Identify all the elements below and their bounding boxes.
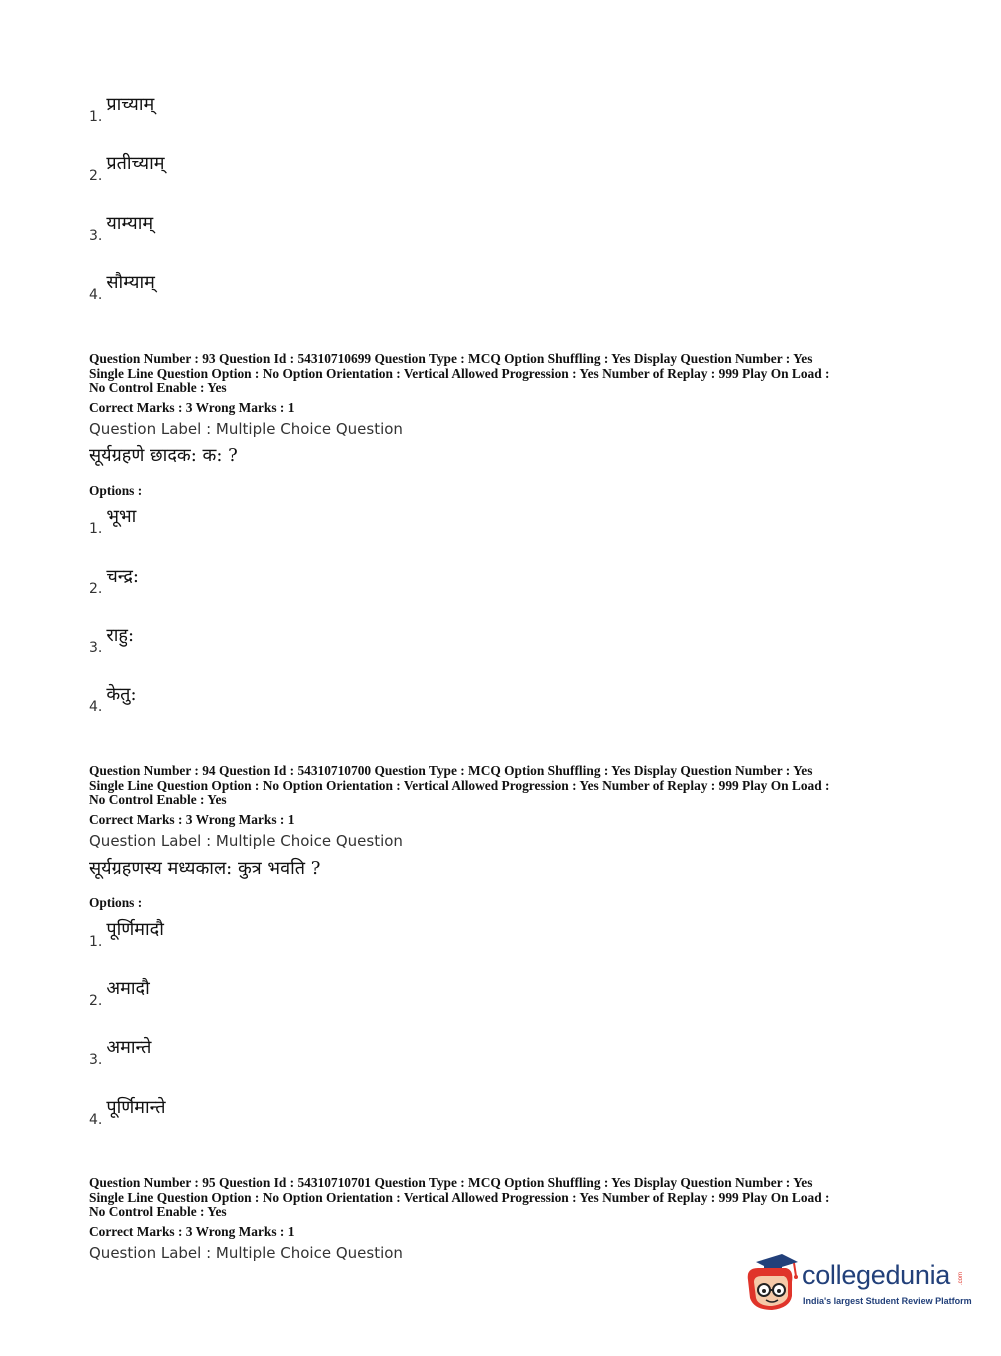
- option-text: सौम्याम्: [106, 272, 155, 293]
- option-text: अमादौ: [106, 978, 150, 999]
- meta-line: Single Line Question Option : No Option Orientation : Vertical Allowed Progression : Yes Number of Replay : 999 Play On Load :: [89, 365, 830, 381]
- option-text: याम्याम्: [106, 213, 154, 234]
- question-text: सूर्यग्रहणस्य मध्यकाल: कुत्र भवति ?: [89, 858, 321, 879]
- question-meta: [89, 1176, 919, 1220]
- meta-line: No Control Enable : Yes: [89, 792, 227, 808]
- q94-option-2: [89, 972, 150, 1008]
- options-heading: Options :: [89, 483, 143, 498]
- q93-option-2: [89, 560, 139, 596]
- option-text: भूभा: [106, 506, 137, 527]
- question-marks: Correct Marks : 3 Wrong Marks : 1: [89, 1224, 295, 1239]
- meta-line: No Control Enable : Yes: [89, 1204, 227, 1220]
- prev-option-4: [89, 266, 155, 302]
- question-label: Question Label : Multiple Choice Question: [89, 420, 403, 438]
- logo-tagline: India's largest Student Review Platform: [803, 1296, 972, 1306]
- question-text: सूर्यग्रहणे छादक: क: ?: [89, 445, 238, 466]
- option-number: 4.: [89, 287, 103, 303]
- meta-line: Single Line Question Option : No Option Orientation : Vertical Allowed Progression : Yes Number of Replay : 999 Play On Load :: [89, 1189, 830, 1205]
- q94-option-4: [89, 1091, 166, 1127]
- option-number: 3.: [89, 228, 103, 244]
- option-number: 1.: [89, 521, 103, 537]
- mascot-icon: [742, 1252, 802, 1318]
- option-text: पूर्णिमादौ: [106, 919, 164, 940]
- meta-line: Question Number : 93 Question Id : 54310710699 Question Type : MCQ Option Shuffling : Yes Display Question Number : Yes: [89, 351, 813, 366]
- q94-option-3: [89, 1031, 151, 1067]
- option-number: 1.: [89, 109, 103, 125]
- option-text: चन्द्र:: [106, 566, 139, 587]
- meta-line: No Control Enable : Yes: [89, 380, 227, 396]
- question-meta: [89, 764, 919, 808]
- question-label: Question Label : Multiple Choice Question: [89, 832, 403, 850]
- option-text: केतु:: [106, 684, 137, 705]
- option-text: प्रतीच्याम्: [106, 153, 165, 174]
- meta-line: Question Number : 95 Question Id : 54310710701 Question Type : MCQ Option Shuffling : Yes Display Question Number : Yes: [89, 1175, 813, 1190]
- question-label: Question Label : Multiple Choice Question: [89, 1244, 403, 1262]
- q93-option-3: [89, 619, 134, 655]
- meta-line: Question Number : 94 Question Id : 54310710700 Question Type : MCQ Option Shuffling : Yes Display Question Number : Yes: [89, 763, 813, 778]
- options-heading: Options :: [89, 895, 143, 910]
- option-text: राहु:: [106, 625, 135, 646]
- option-text: प्राच्याम्: [106, 94, 155, 115]
- prev-option-2: [89, 147, 165, 183]
- option-number: 1.: [89, 934, 103, 950]
- option-number: 2.: [89, 581, 103, 597]
- q93-option-1: [89, 500, 136, 536]
- option-number: 4.: [89, 699, 103, 715]
- option-text: पूर्णिमान्ते: [106, 1097, 166, 1118]
- option-text: अमान्ते: [106, 1037, 152, 1058]
- logo-suffix: .com: [958, 1272, 964, 1286]
- option-number: 2.: [89, 168, 103, 184]
- option-number: 3.: [89, 640, 103, 656]
- option-number: 2.: [89, 993, 103, 1009]
- question-marks: Correct Marks : 3 Wrong Marks : 1: [89, 400, 295, 415]
- question-marks: Correct Marks : 3 Wrong Marks : 1: [89, 812, 295, 827]
- question-meta: [89, 352, 919, 396]
- prev-option-1: [89, 88, 154, 124]
- meta-line: Single Line Question Option : No Option Orientation : Vertical Allowed Progression : Yes Number of Replay : 999 Play On Load :: [89, 777, 830, 793]
- prev-option-3: [89, 207, 153, 243]
- collegedunia-logo: [742, 1252, 972, 1318]
- q94-option-1: [89, 913, 164, 949]
- q93-option-4: [89, 678, 137, 714]
- logo-brand-text: collegedunia: [802, 1260, 951, 1290]
- option-number: 3.: [89, 1052, 103, 1068]
- option-number: 4.: [89, 1112, 103, 1128]
